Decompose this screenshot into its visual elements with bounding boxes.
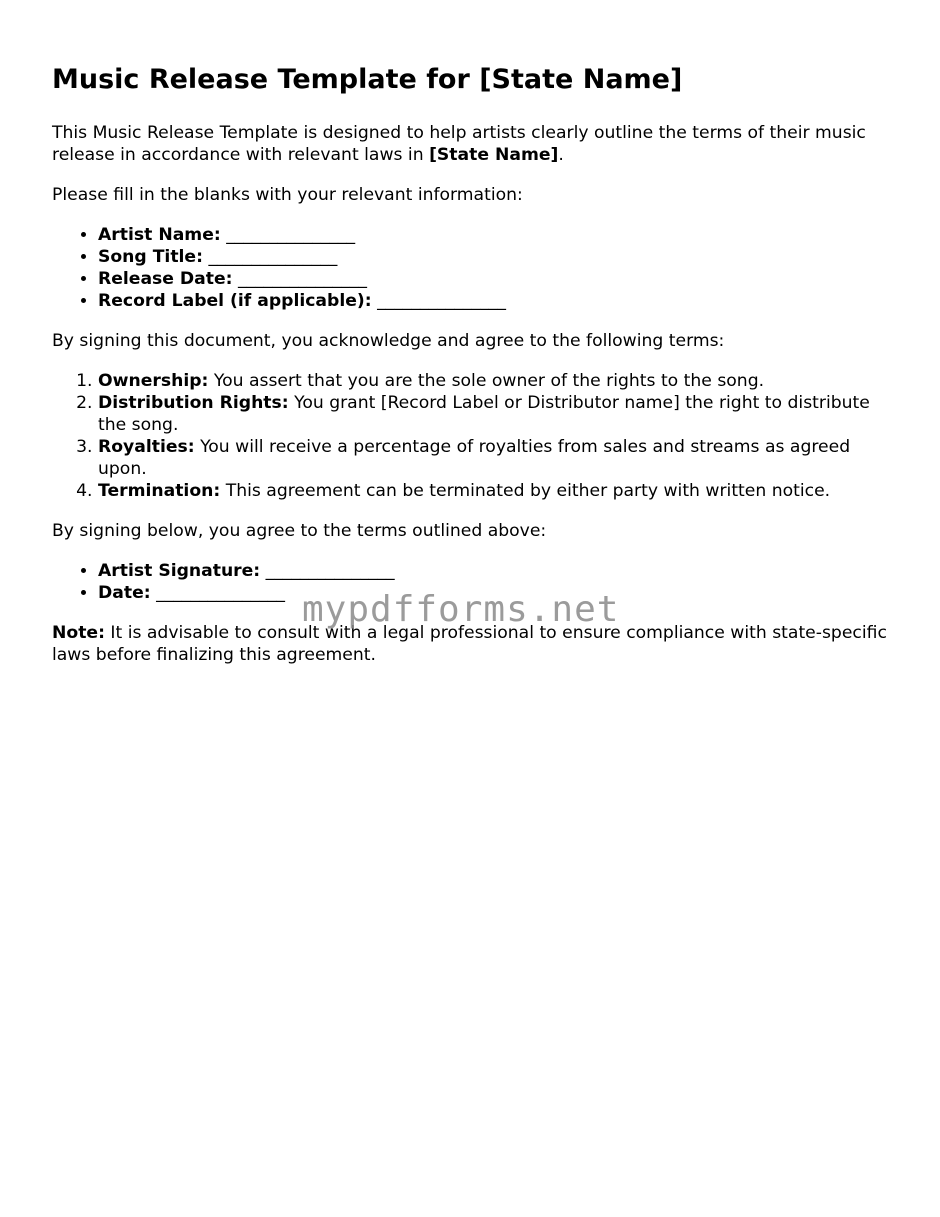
term-termination: [98, 480, 892, 502]
field-artist-name: [98, 224, 892, 246]
field-label: Release Date:: [98, 269, 233, 289]
intro-end: .: [558, 145, 564, 165]
intro-text: This Music Release Template is designed to help artists clearly outline the terms of their music release in accordance with relevant laws in: [52, 123, 866, 165]
watermark: mypdfforms.net: [302, 589, 620, 630]
term-text: You will receive a percentage of royalties from sales and streams as agreed upon.: [98, 437, 851, 479]
term-royalties: [98, 436, 892, 480]
intro-state-name: [State Name]: [429, 145, 559, 165]
field-label: Date:: [98, 583, 151, 603]
term-text: This agreement can be terminated by either party with written notice.: [225, 481, 831, 501]
acknowledge-prompt: By signing this document, you acknowledge and agree to the following terms:: [52, 331, 725, 351]
term-text: You grant [Record Label or Distributor name] the right to distribute the song.: [98, 393, 870, 435]
note-label: Note:: [52, 623, 105, 643]
field-blank[interactable]: _______________: [238, 269, 367, 289]
field-label: Song Title:: [98, 247, 203, 267]
field-blank[interactable]: _______________: [226, 225, 356, 245]
fill-prompt: Please fill in the blanks with your relevant information:: [52, 185, 523, 205]
note-text: It is advisable to consult with a legal professional to ensure compliance with state-specific laws before finalizing this agreement.: [52, 623, 887, 665]
signing-prompt: By signing below, you agree to the terms outlined above:: [52, 521, 547, 541]
field-blank[interactable]: _______________: [265, 561, 395, 581]
field-release-date: [98, 268, 892, 290]
intro-paragraph: [52, 122, 892, 166]
document-title: Music Release Template for [State Name]: [52, 64, 683, 95]
field-record-label: [98, 290, 892, 312]
field-blank[interactable]: _______________: [208, 247, 338, 267]
field-artist-signature: [98, 560, 892, 582]
term-label: Termination:: [98, 481, 221, 501]
term-distribution-rights: [98, 392, 892, 436]
term-ownership: [98, 370, 892, 392]
term-text: You assert that you are the sole owner of the rights to the song.: [213, 371, 765, 391]
term-label: Distribution Rights:: [98, 393, 289, 413]
field-blank[interactable]: _______________: [156, 583, 285, 603]
terms-list: [52, 370, 892, 502]
field-label: Artist Name:: [98, 225, 221, 245]
field-song-title: [98, 246, 892, 268]
field-label: Artist Signature:: [98, 561, 261, 581]
field-label: Record Label (if applicable):: [98, 291, 372, 311]
field-blank[interactable]: _______________: [377, 291, 506, 311]
term-label: Ownership:: [98, 371, 209, 391]
term-label: Royalties:: [98, 437, 195, 457]
info-field-list: [52, 224, 892, 312]
